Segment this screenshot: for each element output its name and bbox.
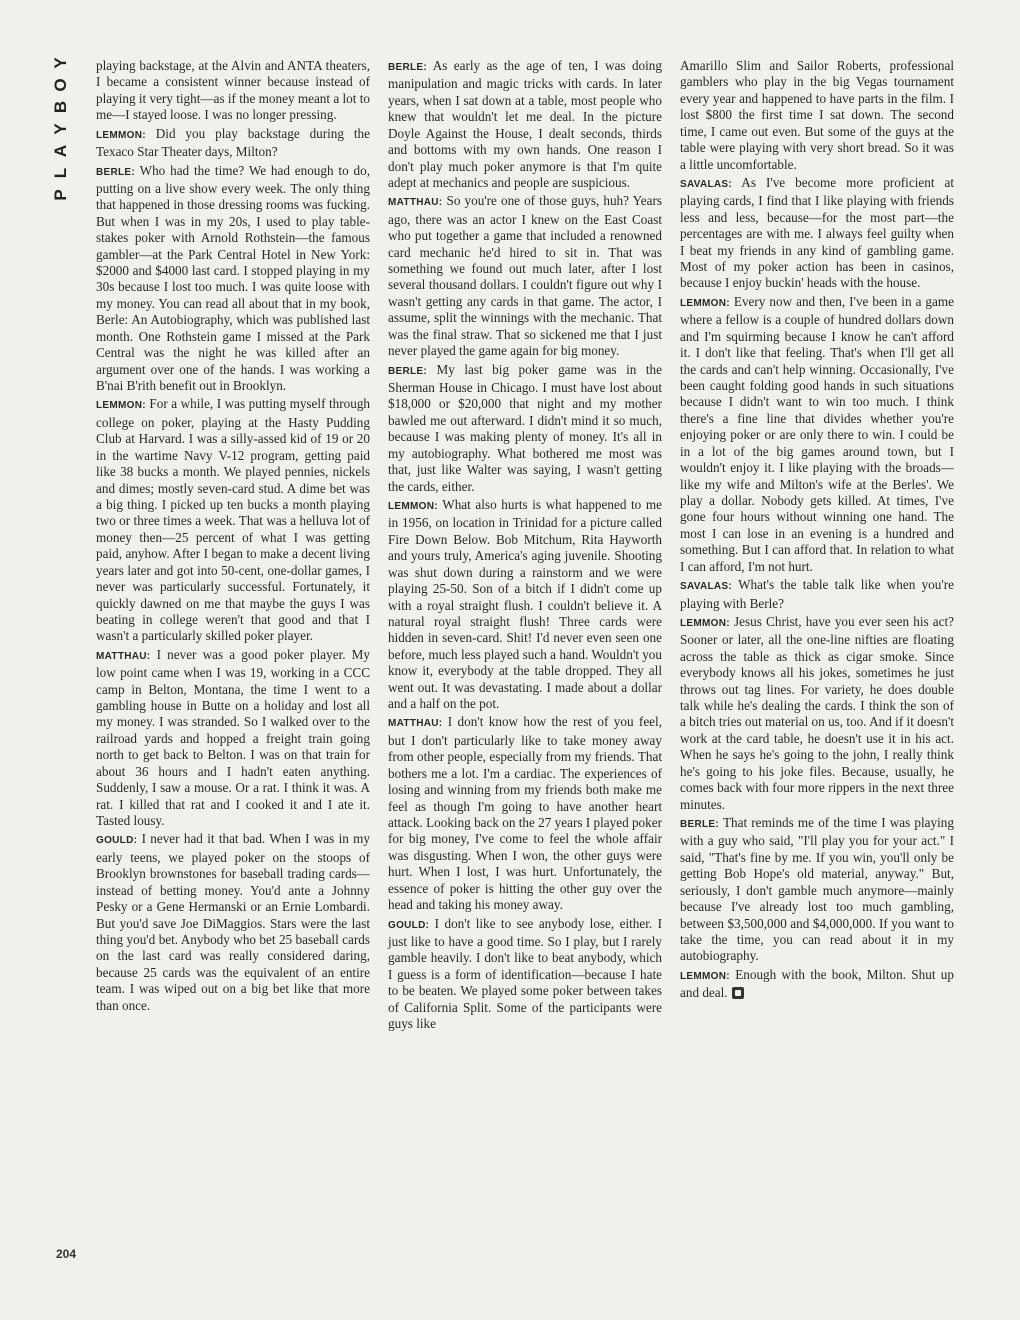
interview-paragraph [680,58,954,173]
paragraph-text: As early as the age of ten, I was doing manipulation and magic tricks with cards. In later years, when I sat down at a table, most people who knew that wouldn't let me deal. In the picture Doyle Against the House, I dealt seconds, thirds and bottoms with my own hands. One reason I don't play much poker anymore is that I'm quite adept at mechanics and people are suspicious. [388,58,662,190]
interview-paragraph [680,577,954,612]
interview-paragraph [96,126,370,161]
speaker-label: LEMMON: [680,617,730,629]
sidebar-letter: L [51,167,70,179]
speaker-label: MATTHAU: [388,718,443,730]
interview-paragraph [388,58,662,191]
speaker-label: LEMMON: [96,400,146,412]
end-of-article-icon [732,987,744,999]
speaker-label: GOULD: [96,835,138,847]
speaker-label: MATTHAU: [388,197,443,209]
paragraph-text: Every now and then, I've been in a game where a fellow is a couple of hundred dollars down and I'm squirming because I know he can't afford it. I don't like that feeling. That's when I'll get all the cards and can't help winning. Occasionally, I've been caught folding good hands in such situations because I didn't want to win too much. I think there's a fine line that divides whether you're enjoying poker or are only there to win. I could be in a lot of the big games around town, but I wouldn't enjoy it. I like playing with the broads—like my wife and Milton's wife at the Berles'. We play a dollar. Nobody gets killed. At times, I've gone four hours without winning one hand. The most I can lose in an evening is a hundred and something. But I can afford that. In relation to what I can afford, I'm not hurt. [680,293,954,574]
paragraph-text: Who had the time? We had enough to do, putting on a live show every week. The only thing that happened in those dressing rooms was fucking. But when I was in my 20s, I used to play table-stakes poker with Arnold Rothstein—the famous gambler—at the Park Central Hotel in New York: $2000 and $4000 last card. I stopped playing in my 30s because I lost too much. I was quite loose with my money. You can read all about that in my book, Berle: An Autobiography, which was published last month. One Rothstein game I missed at the Park Central was the night he was killed after an argument over one of the hands. I was working a B'nai B'rith benefit out in Brooklyn. [96,162,370,394]
interview-paragraph [388,497,662,712]
text-column-2 [388,58,662,1034]
paragraph-text: I never had it that bad. When I was in my early teens, we played poker on the stoops of Brooklyn brownstones for baseball trading cards—instead of betting money. You'd ante a Johnny Pesky or a Gene Hermanski or an Ernie Lombardi. But you'd save Joe DiMaggios. Stars were the last thing you'd bet. Anybody who bet 25 baseball cards on the last card was really considered daring, because 25 cards was the equivalent of an entire team. I was wiped out on a big bet like that more than once. [96,831,371,1013]
speaker-label: GOULD: [388,919,430,931]
sidebar-letter: O [51,78,70,92]
paragraph-text: As I've become more proficient at playing cards, I find that I like playing with friends less and less, because—for the most part—the percentages are with me. I always feel guilty when I beat my friends in any kind of gambling game. Most of my poker action has been in casinos, because I enjoy buckin' heads with the house. [680,174,954,291]
paragraph-text: So you're one of those guys, huh? Years ago, there was an actor I knew on the East Coast who put together a game that included a renowned card mechanic he'd hired to sit in. That was something we found out much later, after I lost several thousand dollars. I couldn't figure out why I wasn't getting any cards in that game. The actor, I assume, split the winnings with the mechanic. That was the final straw. That so sickened me that I just never played the game again for big money. [388,193,662,359]
sidebar-letter: Y [51,123,70,135]
magazine-sidebar-title [50,52,86,212]
speaker-label: SAVALAS: [680,178,733,190]
interview-paragraph [96,58,370,124]
sidebar-letter: P [51,189,70,201]
interview-paragraph [96,396,370,644]
speaker-label: SAVALAS: [680,581,733,593]
speaker-label: LEMMON: [680,297,730,309]
sidebar-letter: Y [51,57,70,69]
speaker-label: BERLE: [388,62,428,73]
interview-paragraph [388,714,662,913]
interview-paragraph [680,614,954,813]
text-column-1 [96,58,370,1016]
interview-paragraph [680,294,954,575]
page-number: 204 [56,1247,77,1261]
paragraph-text: I don't like to see anybody lose, either. I just like to have a good time. So I play, but I rarely gamble heavily. I don't like to beat anybody, which I guess is a form of identification—because I hate to be beaten. We played some poker between takes of California Split. Some of the participants were guys like [388,915,662,1032]
paragraph-text: For a while, I was putting myself through college on poker, playing at the Hasty Pudding Club at Harvard. I was a silly-assed kid of 19 or 20 in the wartime Navy V-12 program, getting paid like 38 bucks a month. We played pennies, nickels and dimes; mostly seven-card stud. A dime bet was a big thing. I picked up ten bucks a month playing two or three times a week. That was a helluva lot of money then—25 percent of what I was getting paid, anyhow. After I began to make a decent living years later and got into 50-cent, one-dollar games, I never was particularly successful. Fortunately, it quickly dawned on me that maybe the guys I was beating in college weren't that good and that I wasn't a particularly skilled poker player. [96,396,371,644]
paragraph-text: My last big poker game was in the Sherman House in Chicago. I must have lost about $18,000 or $20,000 that night and my mother bawled me out afterward. I didn't mind it so much, because I was making plenty of money. It's all in my autobiography. What bothered me most was that, just like Walter was saying, I wasn't getting the cards, either. [388,361,663,494]
paragraph-text: Enough with the book, Milton. Shut up and deal. [680,966,954,1001]
interview-paragraph [96,647,370,830]
paragraph-text: What's the table talk like when you're playing with Berle? [680,577,954,611]
paragraph-text: Amarillo Slim and Sailor Roberts, professional gamblers who play in the big Vegas tournament every year and happened to have parts in the film. I lost $800 the first time I sat down. The second time, I came out even. But some of the guys at the table were playing with very short bread. So it was a little uncomfortable. [680,58,954,172]
paragraph-text: Did you play backstage during the Texaco Star Theater days, Milton? [96,125,370,160]
paragraph-text: That reminds me of the time I was playing with a guy who said, "I'll play you for your act." I said, "That's fine by me. If you win, you'll only be getting Bob Hope's old material, anyway." But, seriously, I don't gamble much anymore—mainly because I've already lost too much gambling, between $3,500,000 and $4,000,000. If you want to take the time, you can read about it in my autobiography. [680,814,954,964]
paragraph-text: What also hurts is what happened to me in 1956, on location in Trinidad for a picture called Fire Down Below. Bob Mitchum, Rita Hayworth and yours truly, America's aging juvenile. Shooting was shut down during a rainstorm and we were playing 25-50. Son of a bitch if I didn't come up with a royal straight flush. I couldn't believe it. A natural royal straight flush! Three cards were hidden in seven-card. Shit! I'd never even seen one before, much less played such a hand. Wouldn't you know it, everybody at the table dropped. They all went out. It was devastating. I made about a dollar and a half on the pot. [388,496,662,712]
speaker-label: BERLE: [388,365,428,377]
interview-paragraph [388,916,662,1033]
speaker-label: BERLE: [680,818,720,830]
interview-paragraph [96,831,370,1014]
interview-paragraph [388,193,662,359]
sidebar-letter: B [51,100,70,114]
interview-paragraph [680,815,954,965]
speaker-label: LEMMON: [388,500,438,512]
paragraph-text: Jesus Christ, have you ever seen his act? Sooner or later, all the one-line nifties are floating across the table as thick as cigar smoke. Since everybody knows all his jokes, sometimes he just throws out tag lines. For variety, he does double talk while he's dealing the cards. I think the son of a bitch tries out material on us, too. And if it doesn't work at the card table, he doesn't use it in his act. When he says he's going to the john, I really think he's going to his joke files. Because, usually, he comes back with four more rippers in the next three minutes. [680,613,955,812]
paragraph-text: playing backstage, at the Alvin and ANTA theaters, I became a consistent winner because instead of playing it very tight—as if the money meant a lot to me—I stayed loose. I was no longer pressing. [96,58,370,123]
interview-paragraph [388,362,662,495]
interview-paragraph [680,175,954,292]
speaker-label: MATTHAU: [96,650,151,662]
speaker-label: BERLE: [96,166,136,178]
interview-paragraph [680,967,954,1002]
interview-paragraph [96,163,370,395]
paragraph-text: I don't know how the rest of you feel, but I don't particularly like to take money away from other people, especially from my friends. That bothers me a lot. I'm a cardiac. The experiences of losing and winning from my friends both make me feel as though I'm going to have another heart attack. Looking back on the 27 years I played poker for big money, I've come to feel the whole affair was disgusting. When I won, the other guys were hurt. When I lost, I was hurt. Unfortunately, the essence of poker is hitting the other guy over the head and taking his money away. [388,714,662,913]
speaker-label: LEMMON: [680,970,730,982]
paragraph-text: I never was a good poker player. My low point came when I was 19, working in a CCC camp in Belton, Montana, the time I went to a gambling house in Butte on a holiday and lost all my money. I was stranded. So I walked over to the railroad yards and hopped a freight train going north to get back to Belton. I was on that train for about 36 hours and I hadn't eaten anything. Suddenly, I saw a mouse. Or a rat. I think it was. A rat. I killed that rat and I cooked it and I ate it. Tasted lousy. [96,646,371,828]
speaker-label: LEMMON: [96,129,146,141]
sidebar-letter: A [51,144,70,158]
text-column-3 [680,58,954,1004]
